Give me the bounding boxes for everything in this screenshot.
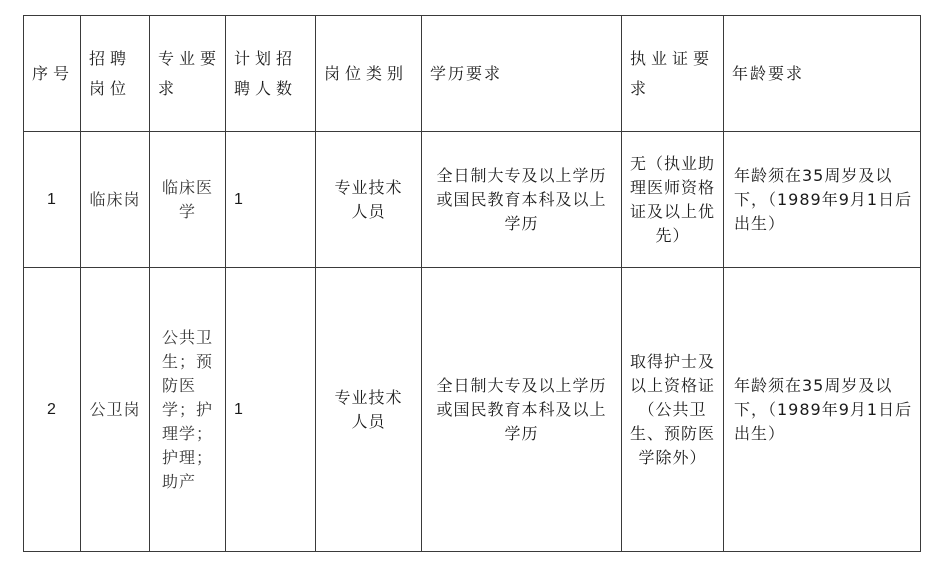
cell-age: 年龄须在35周岁及以下，（1989年9月1日后出生） [724, 268, 921, 552]
cell-major: 临床医学 [150, 132, 226, 268]
header-type: 岗位类别 [316, 16, 422, 132]
cell-post: 公卫岗 [81, 268, 150, 552]
header-seq: 序号 [24, 16, 81, 132]
cell-edu: 全日制大专及以上学历或国民教育本科及以上学历 [422, 132, 622, 268]
cell-age: 年龄须在35周岁及以下，（1989年9月1日后出生） [724, 132, 921, 268]
cell-count: 1 [226, 132, 316, 268]
cell-major: 公共卫生；预防医学；护理学；护理；助产 [150, 268, 226, 552]
table-row [24, 132, 921, 268]
table-row [24, 268, 921, 552]
cell-type: 专业技术人员 [316, 132, 422, 268]
cell-cert: 无（执业助理医师资格证及以上优先） [622, 132, 724, 268]
cell-cert: 取得护士及以上资格证（公共卫生、预防医学除外） [622, 268, 724, 552]
cell-edu: 全日制大专及以上学历或国民教育本科及以上学历 [422, 268, 622, 552]
cell-type: 专业技术人员 [316, 268, 422, 552]
header-cert: 执业证要求 [622, 16, 724, 132]
header-count: 计划招聘人数 [226, 16, 316, 132]
cell-post: 临床岗 [81, 132, 150, 268]
table-header-row [24, 16, 921, 132]
header-edu: 学历要求 [422, 16, 622, 132]
header-post: 招聘岗位 [81, 16, 150, 132]
cell-count: 1 [226, 268, 316, 552]
header-age: 年龄要求 [724, 16, 921, 132]
recruitment-table [23, 15, 921, 552]
header-major: 专业要求 [150, 16, 226, 132]
cell-seq: 2 [24, 268, 81, 552]
cell-seq: 1 [24, 132, 81, 268]
